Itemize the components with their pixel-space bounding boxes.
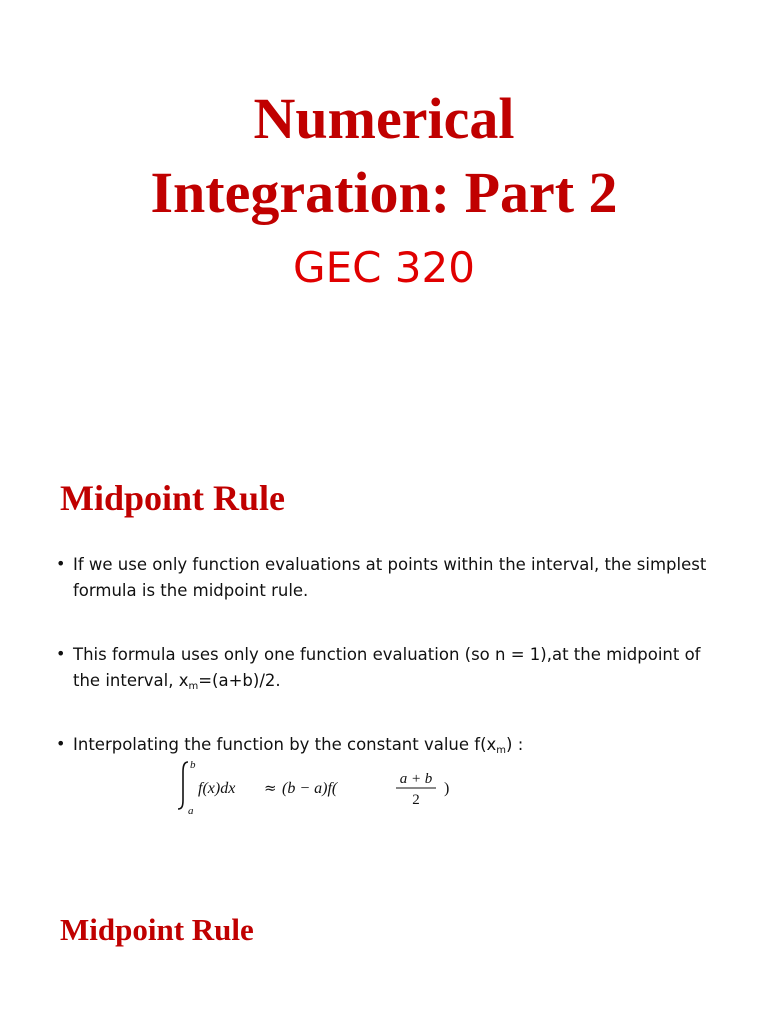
title-line-1: Numerical [253, 86, 515, 151]
bullet-text: This formula uses only one function evaluation (so n = 1),at the midpoint of the interval, x [73, 645, 701, 690]
midpoint-rule-slide [0, 452, 768, 872]
bullet-item [56, 732, 716, 758]
course-code: GEC 320 [293, 243, 475, 292]
integral-sign [178, 762, 188, 809]
bullet-text: Interpolating the function by the constant value f(x [73, 735, 497, 754]
slide-heading: Midpoint Rule [60, 912, 254, 947]
approx-sign: ≈ [264, 779, 277, 797]
lower-limit: a [188, 805, 194, 816]
bullet-text: ) : [506, 735, 524, 754]
slide-heading: Midpoint Rule [60, 478, 286, 518]
slide-title [0, 82, 768, 230]
bullet-text: If we use only function evaluations at points within the interval, the simplest formula is the midpoint rule. [73, 555, 707, 600]
integrand: f(x)dx [198, 780, 236, 797]
upper-limit: b [190, 759, 196, 771]
bullet-item [56, 642, 716, 694]
fraction-numerator: a + b [399, 771, 433, 787]
bullet-text: =(a+b)/2. [198, 671, 281, 690]
subscript: m [188, 681, 199, 692]
bullet-item [56, 552, 716, 604]
next-slide [0, 890, 768, 1024]
midpoint-formula [172, 756, 472, 816]
fraction-denominator: 2 [412, 792, 420, 808]
bullet-list [56, 548, 716, 758]
title-slide [0, 0, 768, 350]
title-line-2: Integration: Part 2 [150, 160, 618, 225]
rhs-expression: (b − a)f( [282, 780, 338, 797]
subscript: m [496, 745, 507, 756]
closing-paren: ) [444, 780, 450, 797]
